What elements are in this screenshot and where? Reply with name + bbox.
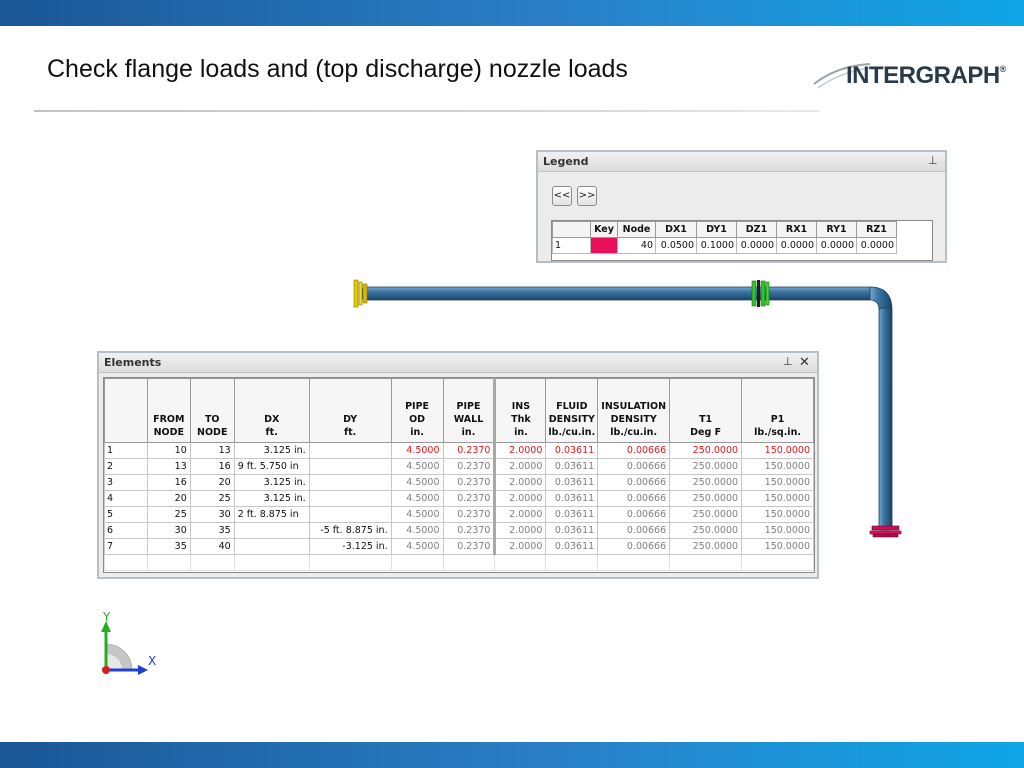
axis-origin (102, 666, 110, 674)
cell-dx (234, 539, 309, 555)
cell-to: 35 (190, 523, 234, 539)
cell-od: 4.5000 (391, 443, 443, 459)
cell-n: 4 (105, 491, 148, 507)
table-row[interactable] (105, 443, 814, 459)
cell-insd: 0.00666 (598, 507, 670, 523)
cell-to: 40 (190, 539, 234, 555)
cell-from: 35 (147, 539, 190, 555)
cell-n: 1 (105, 443, 148, 459)
elements-grid (103, 377, 815, 573)
cell-p1: 150.0000 (742, 475, 814, 491)
slide-title: Check flange loads and (top discharge) nozzle loads (47, 55, 628, 83)
cell-empty (598, 555, 670, 571)
cell-insd: 0.00666 (598, 491, 670, 507)
cell-wall: 0.2370 (443, 523, 495, 539)
cell-dy (309, 459, 391, 475)
cell-dy (309, 443, 391, 459)
cell-dx: 2 ft. 8.875 in (234, 507, 309, 523)
logo-registered-mark: ® (999, 64, 1006, 74)
x-axis-label: X (148, 654, 157, 668)
legend-table (552, 221, 897, 254)
cell-from: 25 (147, 507, 190, 523)
cell-t1: 250.0000 (670, 475, 742, 491)
cell-t1: 250.0000 (670, 507, 742, 523)
elements-panel (97, 351, 819, 579)
legend-dy1: 0.1000 (697, 238, 737, 254)
cell-p1: 150.0000 (742, 539, 814, 555)
cell-dy: -3.125 in. (309, 539, 391, 555)
cell-od: 4.5000 (391, 523, 443, 539)
cell-p1: 150.0000 (742, 491, 814, 507)
table-row[interactable] (105, 459, 814, 475)
table-row[interactable] (105, 491, 814, 507)
cell-ins: 2.0000 (495, 443, 546, 459)
elements-title: Elements (104, 356, 162, 369)
legend-col-dx1: DX1 (656, 222, 697, 238)
cell-empty (391, 555, 443, 571)
cell-fluid: 0.03611 (546, 443, 598, 459)
cell-dy: -5 ft. 8.875 in. (309, 523, 391, 539)
cell-p1: 150.0000 (742, 459, 814, 475)
cell-empty (670, 555, 742, 571)
nozzle-flange-icon[interactable] (870, 526, 901, 537)
col-ins-thk: INS Thk in. (495, 379, 546, 443)
cell-to: 20 (190, 475, 234, 491)
cell-fluid: 0.03611 (546, 475, 598, 491)
legend-ry1: 0.0000 (817, 238, 857, 254)
cell-p1: 150.0000 (742, 523, 814, 539)
cell-wall: 0.2370 (443, 491, 495, 507)
legend-col-rownum (553, 222, 591, 238)
start-flange-icon[interactable] (354, 280, 367, 307)
pipe-vertical-run (879, 308, 892, 530)
cell-od: 4.5000 (391, 459, 443, 475)
legend-col-rx1: RX1 (777, 222, 817, 238)
legend-col-node: Node (618, 222, 656, 238)
cell-dy (309, 475, 391, 491)
legend-grid (551, 220, 933, 261)
pin-icon[interactable]: ⊥ (928, 155, 938, 167)
legend-row-num: 1 (553, 238, 591, 254)
legend-header (538, 152, 945, 172)
y-axis-label: Y (103, 610, 111, 624)
cell-wall: 0.2370 (443, 459, 495, 475)
col-to-node: TO NODE (190, 379, 234, 443)
legend-col-dy1: DY1 (697, 222, 737, 238)
cell-insd: 0.00666 (598, 459, 670, 475)
legend-col-ry1: RY1 (817, 222, 857, 238)
top-banner (0, 0, 1024, 26)
cell-from: 30 (147, 523, 190, 539)
cell-od: 4.5000 (391, 539, 443, 555)
cell-empty (742, 555, 814, 571)
table-row[interactable] (105, 523, 814, 539)
cell-dx: 3.125 in. (234, 475, 309, 491)
cell-dx: 3.125 in. (234, 443, 309, 459)
cell-empty (105, 555, 148, 571)
legend-dx1: 0.0500 (656, 238, 697, 254)
cell-od: 4.5000 (391, 507, 443, 523)
table-row-empty[interactable] (105, 555, 814, 571)
cell-empty (546, 555, 598, 571)
pipe-horizontal-run (362, 287, 872, 300)
cell-from: 13 (147, 459, 190, 475)
next-button[interactable]: >> (577, 186, 597, 206)
legend-key-swatch (591, 238, 618, 254)
cell-ins: 2.0000 (495, 491, 546, 507)
table-row[interactable] (105, 475, 814, 491)
elements-header-row (105, 379, 814, 443)
cell-t1: 250.0000 (670, 443, 742, 459)
cell-n: 6 (105, 523, 148, 539)
title-divider (34, 110, 820, 112)
cell-od: 4.5000 (391, 491, 443, 507)
cell-insd: 0.00666 (598, 475, 670, 491)
cell-to: 30 (190, 507, 234, 523)
elements-table (104, 378, 814, 571)
legend-dz1: 0.0000 (737, 238, 777, 254)
cell-p1: 150.0000 (742, 507, 814, 523)
cell-ins: 2.0000 (495, 523, 546, 539)
legend-col-key: Key (591, 222, 618, 238)
cell-t1: 250.0000 (670, 539, 742, 555)
cell-od: 4.5000 (391, 475, 443, 491)
legend-title: Legend (543, 155, 589, 168)
cell-from: 20 (147, 491, 190, 507)
cell-dx: 3.125 in. (234, 491, 309, 507)
cell-dx (234, 523, 309, 539)
pin-icon[interactable]: ⊥ (783, 356, 793, 368)
col-from-node: FROM NODE (147, 379, 190, 443)
col-p1: P1 lb./sq.in. (742, 379, 814, 443)
cell-t1: 250.0000 (670, 459, 742, 475)
cell-empty (495, 555, 546, 571)
cell-wall: 0.2370 (443, 507, 495, 523)
legend-node: 40 (618, 238, 656, 254)
legend-rz1: 0.0000 (857, 238, 897, 254)
cell-empty (309, 555, 391, 571)
logo-wordmark: INTERGRAPH (846, 62, 1000, 89)
cell-n: 2 (105, 459, 148, 475)
cell-ins: 2.0000 (495, 459, 546, 475)
cell-empty (234, 555, 309, 571)
table-row[interactable] (105, 507, 814, 523)
cell-n: 5 (105, 507, 148, 523)
cell-to: 13 (190, 443, 234, 459)
cell-insd: 0.00666 (598, 523, 670, 539)
cell-insd: 0.00666 (598, 539, 670, 555)
col-insulation-density: INSULATION DENSITY lb./cu.in. (598, 379, 670, 443)
cell-to: 25 (190, 491, 234, 507)
cell-from: 16 (147, 475, 190, 491)
cell-n: 3 (105, 475, 148, 491)
elements-body (105, 443, 814, 571)
col-fluid-density: FLUID DENSITY lb./cu.in. (546, 379, 598, 443)
cell-t1: 250.0000 (670, 491, 742, 507)
col-dy: DY ft. (309, 379, 391, 443)
cell-wall: 0.2370 (443, 475, 495, 491)
cell-n: 7 (105, 539, 148, 555)
col-dx: DX ft. (234, 379, 309, 443)
x-axis-arrow (138, 665, 148, 675)
cell-to: 16 (190, 459, 234, 475)
close-icon[interactable]: ✕ (799, 354, 810, 369)
col-pipe-wall: PIPE WALL in. (443, 379, 495, 443)
logo-text (846, 62, 1006, 90)
cell-ins: 2.0000 (495, 539, 546, 555)
intergraph-logo (812, 58, 1012, 98)
cell-dx: 9 ft. 5.750 in (234, 459, 309, 475)
elements-header (99, 353, 817, 373)
cell-fluid: 0.03611 (546, 459, 598, 475)
previous-button[interactable]: << (552, 186, 572, 206)
col-t1: T1 Deg F (670, 379, 742, 443)
bottom-banner (0, 742, 1024, 768)
cell-fluid: 0.03611 (546, 507, 598, 523)
col-rownum (105, 379, 148, 443)
cell-ins: 2.0000 (495, 475, 546, 491)
cell-empty (147, 555, 190, 571)
cell-dy (309, 507, 391, 523)
legend-row[interactable] (553, 238, 897, 254)
cell-dy (309, 491, 391, 507)
col-pipe-od: PIPE OD in. (391, 379, 443, 443)
cell-fluid: 0.03611 (546, 491, 598, 507)
cell-empty (443, 555, 495, 571)
legend-header-row (553, 222, 897, 238)
cell-from: 10 (147, 443, 190, 459)
cell-insd: 0.00666 (598, 443, 670, 459)
cell-p1: 150.0000 (742, 443, 814, 459)
cell-fluid: 0.03611 (546, 539, 598, 555)
table-row[interactable] (105, 539, 814, 555)
pipe-elbow (870, 287, 892, 310)
legend-panel (536, 150, 947, 263)
legend-col-dz1: DZ1 (737, 222, 777, 238)
cell-fluid: 0.03611 (546, 523, 598, 539)
cell-t1: 250.0000 (670, 523, 742, 539)
cell-empty (190, 555, 234, 571)
cell-ins: 2.0000 (495, 507, 546, 523)
legend-col-rz1: RZ1 (857, 222, 897, 238)
legend-rx1: 0.0000 (777, 238, 817, 254)
cell-wall: 0.2370 (443, 539, 495, 555)
cell-wall: 0.2370 (443, 443, 495, 459)
